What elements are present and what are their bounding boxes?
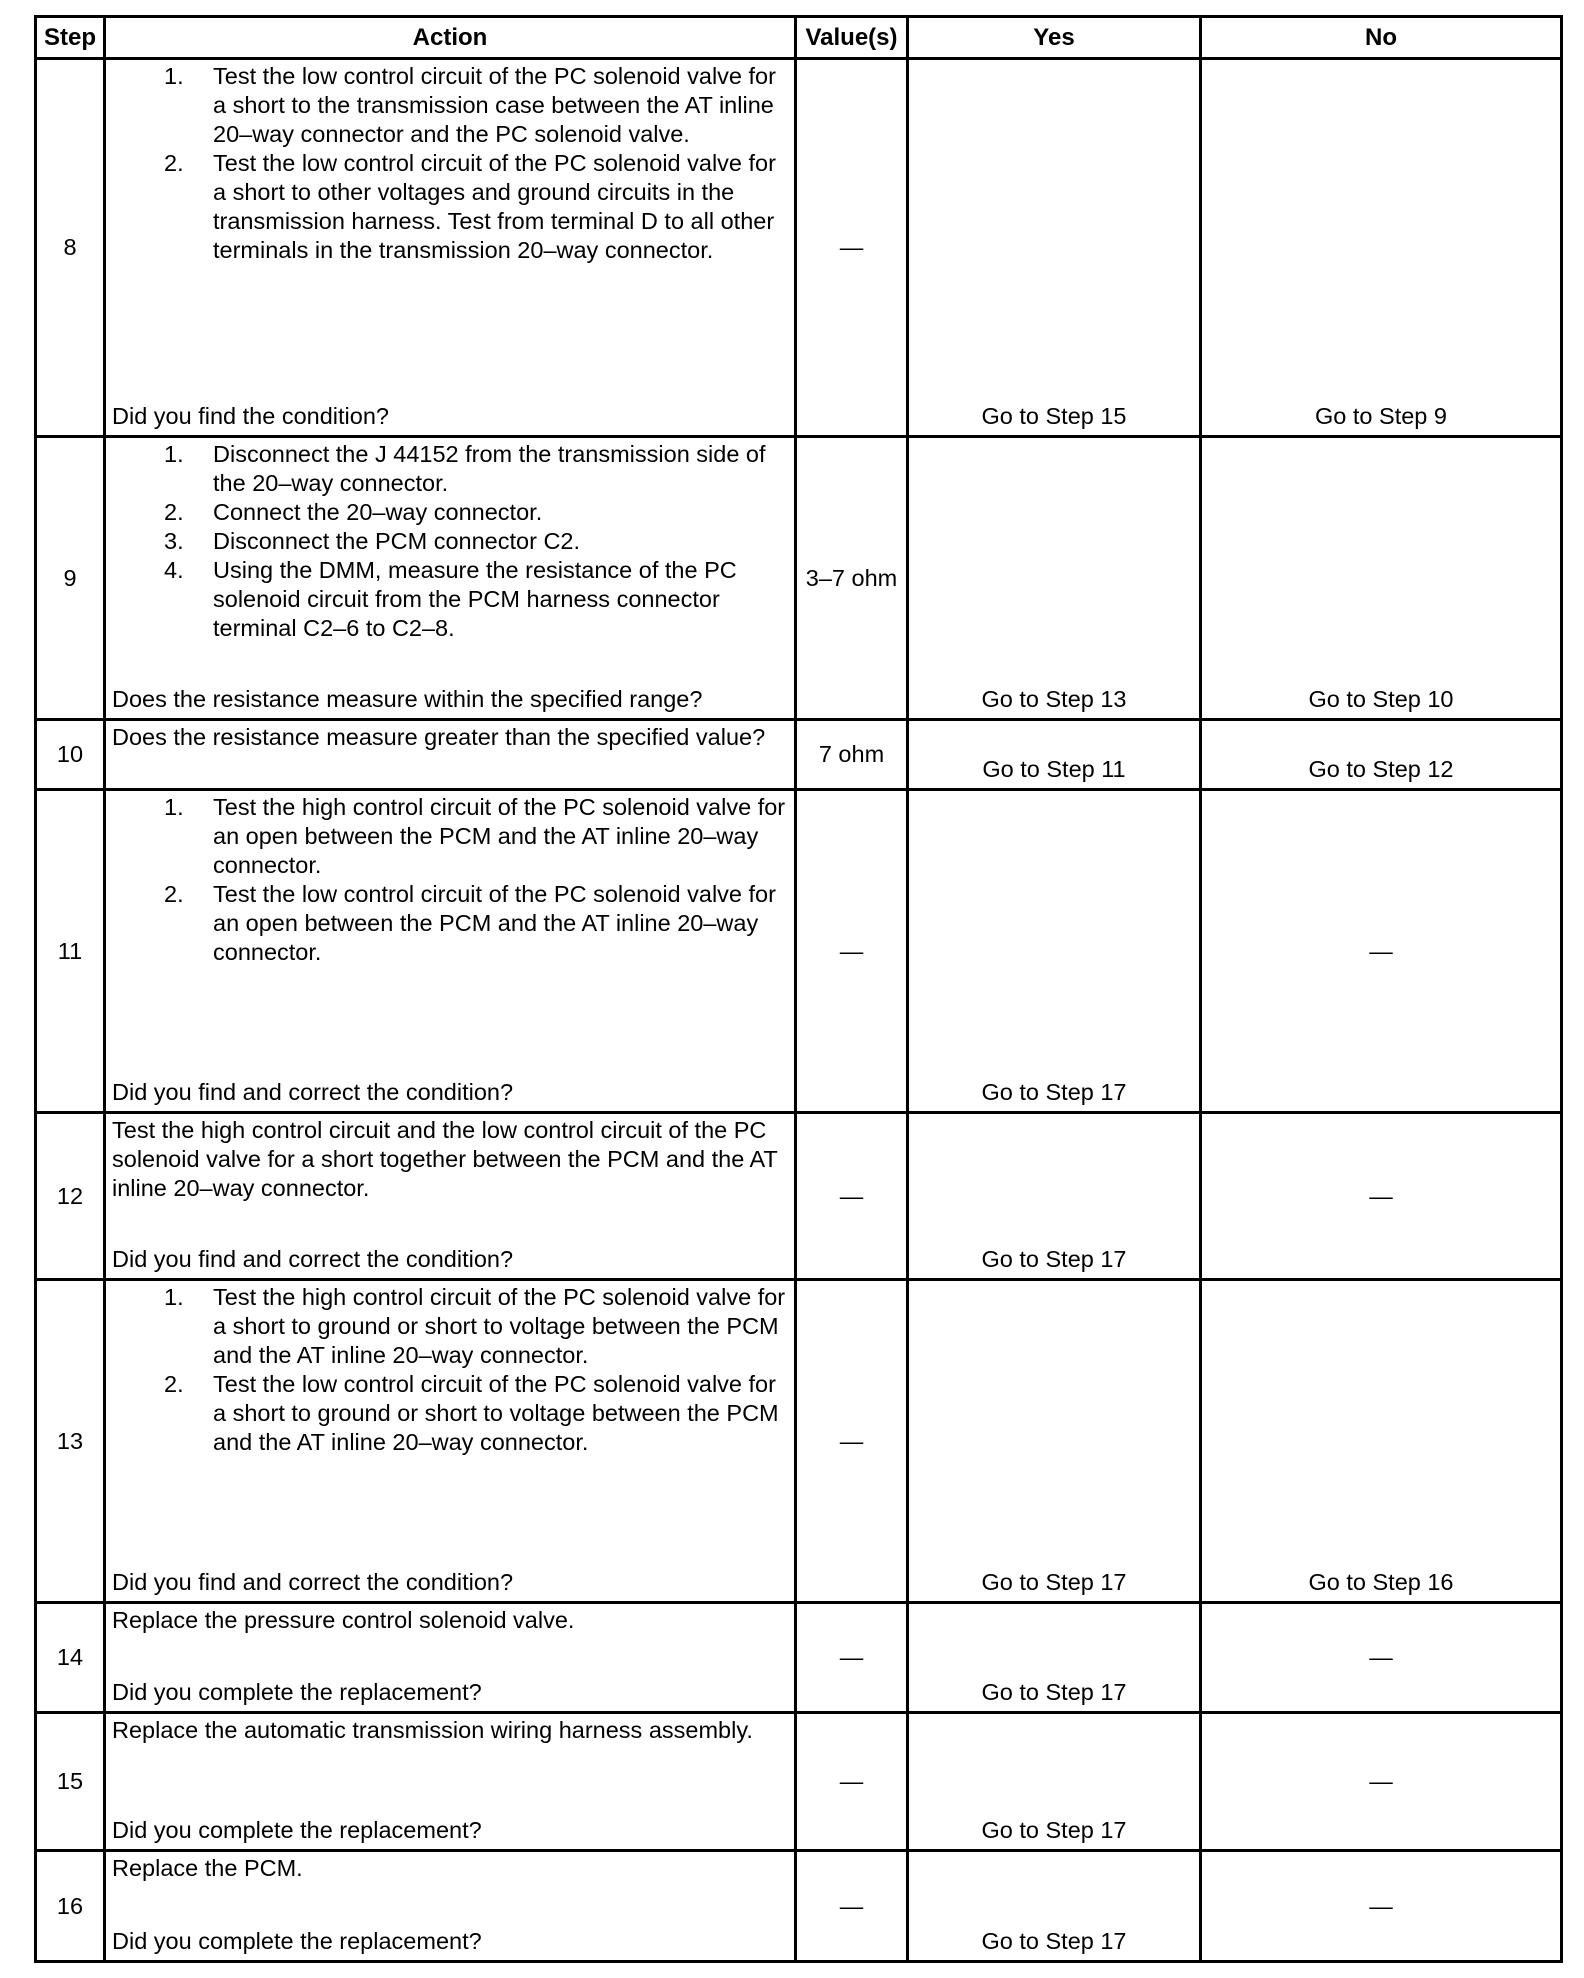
header-yes: Yes	[908, 17, 1201, 59]
step-number: 15	[36, 1713, 105, 1851]
no-cell	[1201, 1113, 1562, 1280]
no-value: —	[1369, 937, 1393, 964]
no-cell	[1201, 59, 1562, 437]
action-steps	[112, 793, 788, 967]
action-text: Replace the pressure control solenoid valve.	[112, 1607, 575, 1633]
action-question: Did you find and correct the condition?	[112, 1569, 514, 1595]
no-cell	[1201, 790, 1562, 1113]
action-cell	[105, 1603, 796, 1713]
action-steps	[112, 440, 788, 643]
step-number: 14	[36, 1603, 105, 1713]
action-step-text: Test the low control circuit of the PC solenoid valve for a short to the transmission case between the AT inline 20–way connector and the PC solenoid valve.	[213, 63, 776, 147]
action-question: Does the resistance measure greater than the specified value?	[112, 724, 766, 750]
yes-link[interactable]: Go to Step 17	[981, 1569, 1127, 1595]
header-row	[36, 17, 1562, 59]
yes-cell	[908, 1280, 1201, 1603]
step-number: 10	[36, 720, 105, 790]
no-link[interactable]: Go to Step 10	[1308, 686, 1454, 712]
yes-link[interactable]: Go to Step 11	[982, 756, 1126, 782]
diagnostic-table	[34, 15, 1563, 1963]
table-row	[36, 790, 1562, 1113]
no-cell	[1201, 1713, 1562, 1851]
list-item: 1. Test the low control circuit of the PC solenoid valve for a short to the transmission case between the AT inline 20–way connector and the PC solenoid valve.	[164, 63, 776, 147]
table-row	[36, 1851, 1562, 1962]
value-cell: —	[796, 1851, 908, 1962]
action-step-text: Test the low control circuit of the PC solenoid valve for an open between the PCM and the AT inline 20–way connector.	[213, 881, 776, 965]
action-question: Did you complete the replacement?	[112, 1817, 482, 1843]
yes-link[interactable]: Go to Step 17	[981, 1928, 1127, 1954]
action-step-text: Test the low control circuit of the PC solenoid valve for a short to ground or short to voltage between the PCM and the AT inline 20–way connector.	[213, 1371, 779, 1455]
table-row	[36, 1713, 1562, 1851]
value-cell: 7 ohm	[796, 720, 908, 790]
list-item: 4. Using the DMM, measure the resistance of the PC solenoid circuit from the PCM harness connector terminal C2–6 to C2–8.	[164, 557, 737, 641]
list-item: 2. Test the low control circuit of the PC solenoid valve for a short to other voltages and ground circuits in the transmission harness. Test from terminal D to all other terminals in the transmission 20–way connector.	[164, 150, 776, 263]
step-number: 8	[36, 59, 105, 437]
action-steps	[112, 1283, 788, 1457]
action-step-text: Test the low control circuit of the PC solenoid valve for a short to other voltages and ground circuits in the transmission harness. Test from terminal D to all other terminals in the transmission 20–way connector.	[213, 150, 776, 263]
action-step-text: Test the high control circuit of the PC solenoid valve for an open between the PCM and the AT inline 20–way connector.	[213, 794, 786, 878]
no-cell	[1201, 1280, 1562, 1603]
yes-cell	[908, 1113, 1201, 1280]
value-cell: —	[796, 1603, 908, 1713]
yes-link[interactable]: Go to Step 17	[981, 1246, 1127, 1272]
header-no: No	[1201, 17, 1562, 59]
table-row	[36, 59, 1562, 437]
table-row	[36, 1603, 1562, 1713]
action-question: Did you complete the replacement?	[112, 1928, 482, 1954]
no-link[interactable]: Go to Step 16	[1308, 1569, 1454, 1595]
no-cell	[1201, 437, 1562, 720]
action-step-text: Disconnect the J 44152 from the transmission side of the 20–way connector.	[213, 441, 766, 496]
yes-link[interactable]: Go to Step 17	[981, 1817, 1127, 1843]
action-cell	[105, 720, 796, 790]
table-row	[36, 437, 1562, 720]
table-row	[36, 1113, 1562, 1280]
no-value: —	[1369, 1768, 1393, 1794]
action-cell	[105, 1113, 796, 1280]
action-text: Replace the automatic transmission wiring harness assembly.	[112, 1717, 753, 1743]
step-number: 12	[36, 1113, 105, 1280]
no-cell	[1201, 720, 1562, 790]
action-text: Test the high control circuit and the low control circuit of the PC solenoid valve for a short together between the PCM and the AT inline 20–way connector.	[112, 1117, 778, 1201]
list-item: 1. Test the high control circuit of the PC solenoid valve for an open between the PCM and the AT inline 20–way connector.	[164, 794, 786, 878]
yes-cell	[908, 1713, 1201, 1851]
action-cell	[105, 1851, 796, 1962]
step-number: 13	[36, 1280, 105, 1603]
yes-cell	[908, 59, 1201, 437]
list-item: 1. Test the high control circuit of the PC solenoid valve for a short to ground or short to voltage between the PCM and the AT inline 20–way connector.	[164, 1284, 786, 1368]
yes-cell	[908, 790, 1201, 1113]
value-cell: —	[796, 1113, 908, 1280]
yes-cell	[908, 720, 1201, 790]
no-cell	[1201, 1603, 1562, 1713]
header-action: Action	[105, 17, 796, 59]
action-cell	[105, 790, 796, 1113]
header-step: Step	[36, 17, 105, 59]
action-step-text: Using the DMM, measure the resistance of the PC solenoid circuit from the PCM harness connector terminal C2–6 to C2–8.	[213, 557, 737, 641]
value-cell: —	[796, 1280, 908, 1603]
action-steps	[112, 62, 788, 265]
action-cell	[105, 1280, 796, 1603]
step-number: 9	[36, 437, 105, 720]
no-cell	[1201, 1851, 1562, 1962]
table-row	[36, 720, 1562, 790]
list-item: 2. Test the low control circuit of the PC solenoid valve for an open between the PCM and the AT inline 20–way connector.	[164, 881, 776, 965]
no-value: —	[1369, 1892, 1393, 1919]
value-cell: —	[796, 1713, 908, 1851]
value-cell: —	[796, 790, 908, 1113]
yes-link[interactable]: Go to Step 15	[981, 403, 1127, 429]
action-cell	[105, 437, 796, 720]
action-text: Replace the PCM.	[112, 1855, 303, 1881]
action-question: Did you find and correct the condition?	[112, 1079, 514, 1105]
no-value: —	[1369, 1182, 1393, 1209]
action-cell	[105, 59, 796, 437]
action-question: Did you complete the replacement?	[112, 1679, 482, 1705]
yes-cell	[908, 437, 1201, 720]
action-question: Did you find the condition?	[112, 403, 389, 429]
list-item: 2. Test the low control circuit of the PC solenoid valve for a short to ground or short to voltage between the PCM and the AT inline 20–way connector.	[164, 1371, 779, 1455]
action-question: Did you find and correct the condition?	[112, 1246, 514, 1272]
action-cell	[105, 1713, 796, 1851]
step-number: 11	[36, 790, 105, 1113]
no-link[interactable]: Go to Step 9	[1315, 403, 1447, 429]
yes-cell	[908, 1851, 1201, 1962]
action-step-text: Test the high control circuit of the PC solenoid valve for a short to ground or short to voltage between the PCM and the AT inline 20–way connector.	[213, 1284, 786, 1368]
list-item: 2. Connect the 20–way connector.	[164, 499, 543, 525]
step-number: 16	[36, 1851, 105, 1962]
table-row	[36, 1280, 1562, 1603]
action-question: Does the resistance measure within the specified range?	[112, 686, 703, 712]
no-link[interactable]: Go to Step 12	[1308, 756, 1454, 782]
yes-link[interactable]: Go to Step 13	[981, 686, 1127, 712]
value-cell: 3–7 ohm	[796, 437, 908, 720]
yes-link[interactable]: Go to Step 17	[981, 1079, 1127, 1105]
header-values: Value(s)	[796, 17, 908, 59]
no-value: —	[1369, 1644, 1393, 1670]
yes-link[interactable]: Go to Step 17	[981, 1679, 1127, 1705]
list-item: 1. Disconnect the J 44152 from the transmission side of the 20–way connector.	[164, 441, 766, 496]
yes-cell	[908, 1603, 1201, 1713]
action-step-text: Disconnect the PCM connector C2.	[213, 528, 581, 554]
list-item: 3. Disconnect the PCM connector C2.	[164, 528, 581, 554]
action-step-text: Connect the 20–way connector.	[213, 499, 543, 525]
value-cell: —	[796, 59, 908, 437]
